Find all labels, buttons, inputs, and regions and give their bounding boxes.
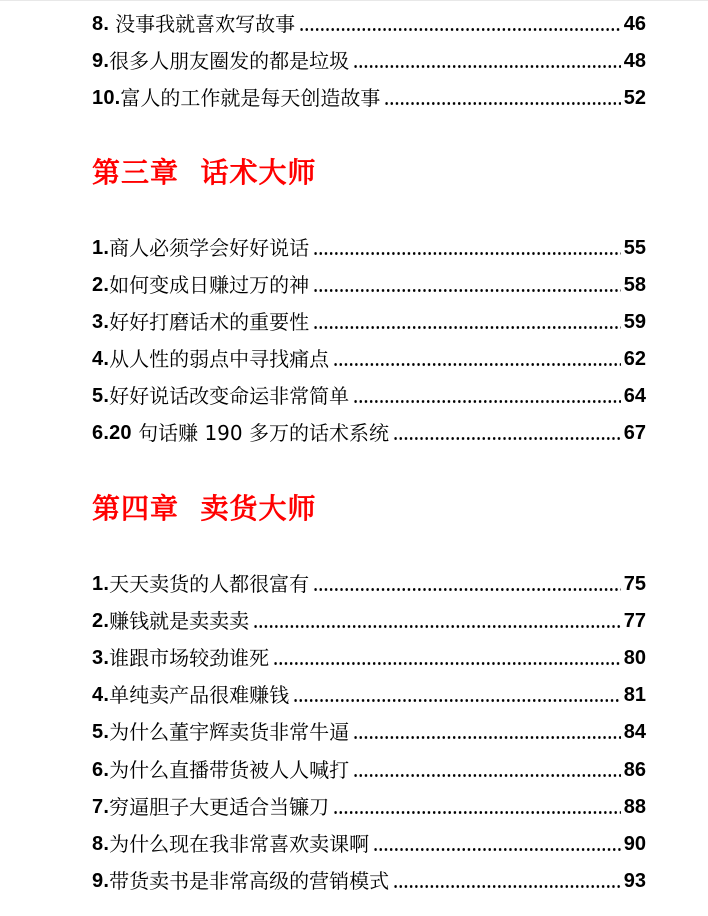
entry-page-number: 88 (623, 796, 646, 818)
entry-title: 为什么现在我非常喜欢卖课啊 (109, 832, 370, 856)
entry-page-number: 84 (623, 721, 646, 743)
entry-title: 为什么董宇辉卖货非常牛逼 (109, 720, 350, 744)
dot-leader (313, 289, 621, 292)
toc-entry[interactable] (92, 681, 646, 709)
chapter-heading[interactable]: 第三章 话术大师 (92, 156, 317, 189)
dot-leader (393, 885, 621, 888)
entry-page-number: 80 (623, 647, 646, 669)
entry-title: 穷逼胆子大更适合当镰刀 (109, 795, 330, 819)
dot-leader (333, 363, 621, 366)
dot-leader (253, 625, 621, 628)
entry-page-number: 81 (623, 684, 646, 706)
entry-page-number: 58 (623, 274, 646, 296)
entry-title: 单纯卖产品很难赚钱 (109, 683, 290, 707)
toc-entry[interactable] (92, 867, 646, 895)
toc-entry[interactable] (92, 345, 646, 373)
dot-leader (333, 811, 621, 814)
entry-number: 8. (92, 13, 110, 35)
entry-title: 天天卖货的人都很富有 (109, 572, 310, 596)
dot-leader (293, 699, 621, 702)
entry-number: 2. (92, 274, 110, 296)
entry-title: 为什么直播带货被人人喊打 (109, 758, 350, 782)
entry-number: 9. (92, 50, 110, 72)
toc-entry[interactable] (92, 419, 646, 447)
dot-leader (384, 102, 620, 105)
entry-number: 3. (92, 647, 110, 669)
entry-page-number: 48 (623, 50, 646, 72)
entry-page-number: 77 (623, 610, 646, 632)
dot-leader (273, 662, 621, 665)
entry-page-number: 55 (623, 237, 646, 259)
entry-page-number: 86 (623, 759, 646, 781)
toc-entry[interactable] (92, 10, 646, 38)
entry-number: 1. (92, 573, 110, 595)
toc-entry[interactable] (92, 382, 646, 410)
entry-title: 带货卖书是非常高级的营销模式 (109, 869, 390, 893)
entry-page-number: 59 (623, 311, 646, 333)
dot-leader (353, 736, 621, 739)
entry-number: 9. (92, 870, 110, 892)
toc-entry[interactable] (92, 756, 646, 784)
dot-leader (313, 326, 621, 329)
entry-title: 富人的工作就是每天创造故事 (120, 86, 381, 110)
dot-leader (353, 774, 621, 777)
entry-number: 6. (92, 759, 110, 781)
toc-entry[interactable] (92, 84, 646, 112)
entry-number: 5. (92, 721, 110, 743)
entry-page-number: 90 (623, 833, 646, 855)
chapter-heading[interactable]: 第四章 卖货大师 (92, 492, 317, 525)
toc-entry[interactable] (92, 830, 646, 858)
entry-page-number: 46 (623, 13, 646, 35)
entry-page-number: 67 (623, 422, 646, 444)
entry-title: 商人必须学会好好说话 (109, 236, 310, 260)
toc-entry[interactable] (92, 644, 646, 672)
toc-entry[interactable] (92, 607, 646, 635)
dot-leader (393, 437, 621, 440)
entry-title: 赚钱就是卖卖卖 (109, 609, 250, 633)
dot-leader (373, 848, 621, 851)
toc-entry[interactable] (92, 793, 646, 821)
entry-title: 句话赚 190 多万的话术系统 (131, 421, 389, 445)
toc-entry[interactable] (92, 234, 646, 262)
dot-leader (353, 400, 621, 403)
entry-page-number: 64 (623, 385, 646, 407)
entry-title: 好好打磨话术的重要性 (109, 310, 310, 334)
entry-title: 谁跟市场较劲谁死 (109, 646, 270, 670)
dot-leader (299, 28, 621, 31)
entry-number: 4. (92, 684, 110, 706)
entry-number: 5. (92, 385, 110, 407)
entry-number: 4. (92, 348, 110, 370)
entry-title: 好好说话改变命运非常简单 (109, 384, 350, 408)
entry-page-number: 93 (623, 870, 646, 892)
toc-entry[interactable] (92, 47, 646, 75)
entry-number: 8. (92, 833, 110, 855)
dot-leader (353, 65, 621, 68)
toc-entry[interactable] (92, 570, 646, 598)
entry-title: 很多人朋友圈发的都是垃圾 (109, 49, 350, 73)
entry-title: 没事我就喜欢写故事 (115, 12, 296, 36)
entry-number: 2. (92, 610, 110, 632)
entry-title: 如何变成日赚过万的神 (109, 273, 310, 297)
toc-entry[interactable] (92, 308, 646, 336)
dot-leader (313, 588, 621, 591)
entry-number: 7. (92, 796, 110, 818)
toc-entry[interactable] (92, 718, 646, 746)
entry-number: 1. (92, 237, 110, 259)
entry-number: 3. (92, 311, 110, 333)
entry-title: 从人性的弱点中寻找痛点 (109, 347, 330, 371)
toc-entry[interactable] (92, 271, 646, 299)
dot-leader (313, 252, 621, 255)
entry-number: 6.20 (92, 422, 132, 444)
page-top-border (0, 0, 708, 1)
entry-page-number: 52 (623, 87, 646, 109)
entry-page-number: 62 (623, 348, 646, 370)
entry-page-number: 75 (623, 573, 646, 595)
entry-number: 10. (92, 87, 121, 109)
